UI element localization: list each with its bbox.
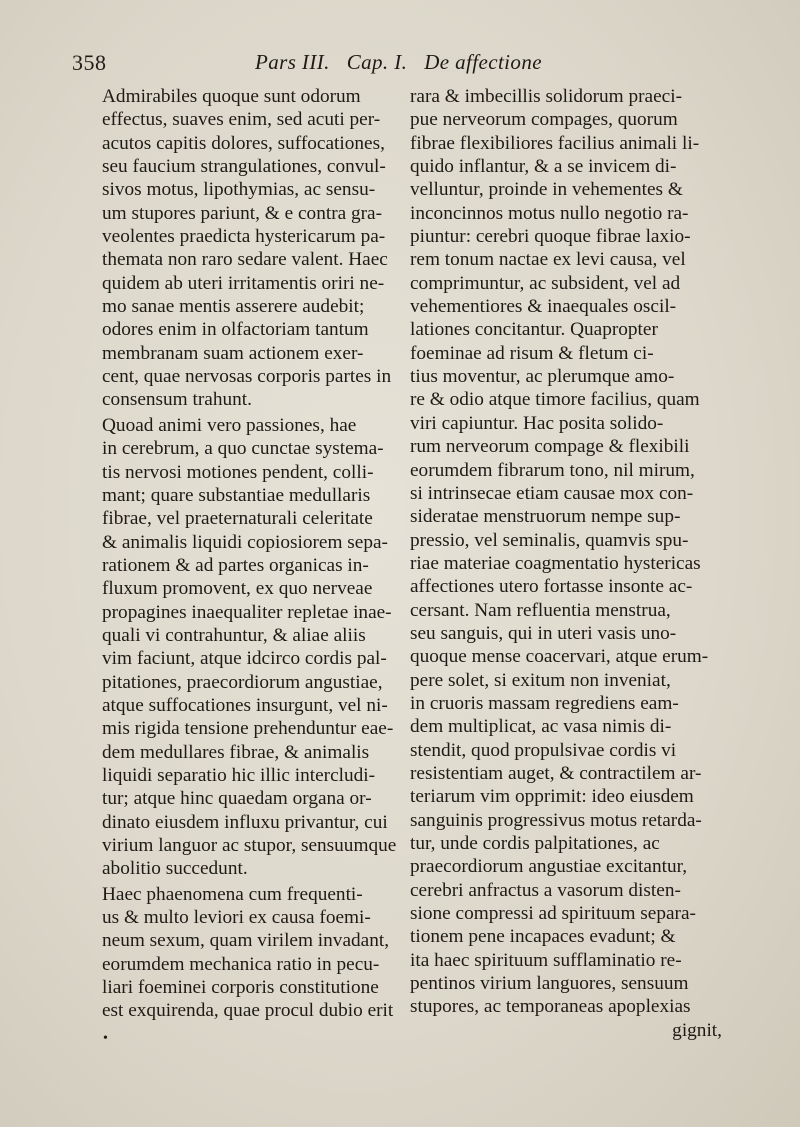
text-line: consensum trahunt. [102, 389, 252, 411]
text-line: fibrae, vel praeternaturali celeritate [102, 508, 373, 530]
text-line: pressio, vel seminalis, quamvis spu- [410, 529, 689, 551]
text-line: affectiones utero fortasse insonte ac- [410, 576, 693, 598]
text-line: odores enim in olfactoriam tantum [102, 319, 369, 341]
text-line: ita haec spirituum sufflaminatio re- [410, 949, 682, 971]
right-column [410, 85, 722, 1044]
text-line: dem multiplicat, ac vasa nimis di- [410, 716, 672, 738]
text-line: seu faucium strangulationes, convul- [102, 156, 386, 178]
text-line: eorumdem fibrarum tono, nil mirum, [410, 459, 695, 481]
text-line: fluxum promovent, ex quo nerveae [102, 578, 373, 600]
text-line: velluntur, proinde in vehementes & [410, 179, 683, 201]
text-line: stupores, ac temporaneas apoplexias [410, 996, 691, 1018]
text-line: fibrae flexibiliores facilius animali li- [410, 132, 700, 154]
left-column [80, 85, 397, 1025]
paragraph [80, 85, 392, 412]
text-line: mant; quare substantiae medullaris [102, 484, 371, 506]
text-line: tur, unde cordis palpitationes, ac [410, 833, 660, 854]
running-title: Pars III. Cap. I. De affectione [255, 50, 542, 74]
text-line: rationem & ad partes organicas in- [102, 554, 369, 576]
text-line: quido inflantur, & a se invicem di- [410, 156, 677, 178]
page-number: 358 [72, 50, 107, 75]
text-line: si intrinsecae etiam causae mox con- [410, 482, 694, 504]
text-line: acutos capitis dolores, suffocationes, [102, 132, 385, 154]
text-line: quoque mense coacervari, atque erum- [410, 646, 709, 668]
text-line: seu sanguis, qui in uteri vasis uno- [410, 622, 677, 644]
text-line: sivos motus, lipothymias, ac sensu- [102, 179, 376, 201]
text-line: dinato eiusdem influxu privantur, cui [102, 811, 388, 833]
text-line: Admirabiles quoque sunt odorum [102, 86, 361, 107]
text-line: mo sanae mentis asserere audebit; [102, 296, 365, 318]
text-line: teriarum vim opprimit: ideo eiusdem [410, 786, 694, 808]
text-line: dem medullares fibrae, & animalis [102, 741, 370, 763]
text-line: foeminae ad risum & fletum ci- [410, 342, 654, 364]
text-line: comprimuntur, ac subsident, vel ad [410, 272, 681, 294]
text-line: & animalis liquidi copiosiorem sepa- [102, 531, 388, 553]
text-line: vim faciunt, atque idcirco cordis pal- [102, 648, 387, 670]
text-line: pere solet, si exitum non inveniat, [410, 669, 671, 691]
text-line: eorumdem mechanica ratio in pecu- [102, 953, 380, 975]
text-line: rem tonum nactae ex levi causa, vel [410, 249, 686, 271]
text-line: um stupores pariunt, & e contra gra- [102, 202, 383, 224]
text-line: virium languor ac stupor, sensuumque [102, 835, 397, 856]
text-line: est exquirenda, quae procul dubio erit [102, 1000, 394, 1022]
text-line: lationes concitantur. Quapropter [410, 319, 658, 341]
paragraph [410, 85, 722, 1042]
text-line: rara & imbecillis solidorum praeci- [410, 86, 682, 107]
text-line: pentinos virium languores, sensuum [410, 973, 689, 995]
text-line: tis nervosi motiones pendent, colli- [102, 461, 374, 483]
text-line: tionem pene incapaces evadunt; & [410, 926, 676, 948]
text-line: in cruoris massam regrediens eam- [410, 692, 679, 714]
page-header [72, 44, 732, 76]
text-line: Quoad animi vero passiones, hae [102, 414, 357, 436]
text-line: pitationes, praecordiorum angustiae, [102, 671, 383, 693]
text-line: neum sexum, quam virilem invadant, [102, 930, 390, 952]
text-line: Haec phaenomena cum frequenti- [102, 883, 363, 905]
text-line: quidem ab uteri irritamentis oriri ne- [102, 272, 385, 294]
text-line: tur; atque hinc quaedam organa or- [102, 788, 372, 810]
text-line: cersant. Nam refluentia menstrua, [410, 599, 671, 621]
text-line: mis rigida tensione prehenduntur eae- [102, 718, 394, 740]
text-line: cerebri anfractus a vasorum disten- [410, 879, 681, 901]
ink-dot: • [103, 1031, 108, 1046]
text-line: atque suffocationes insurgunt, vel ni- [102, 694, 388, 716]
text-line: tius moventur, ac plerumque amo- [410, 366, 675, 388]
text-line: pue nerveorum compages, quorum [410, 109, 678, 131]
paragraph [80, 883, 392, 1023]
paragraph [80, 414, 397, 881]
text-line: piuntur: cerebri quoque fibrae laxio- [410, 226, 691, 248]
text-line: re & odio atque timore facilius, quam [410, 389, 700, 411]
text-line: viri capiuntur. Hac posita solido- [410, 412, 664, 434]
text-line: in cerebrum, a quo cunctae systema- [102, 438, 384, 460]
text-line: cent, quae nervosas corporis partes in [102, 366, 392, 388]
text-line: abolitio succedunt. [102, 858, 248, 880]
text-line: membranam suam actionem exer- [102, 342, 364, 364]
text-line: liquidi separatio hic illic intercludi- [102, 764, 376, 786]
text-line: us & multo leviori ex causa foemi- [102, 907, 371, 929]
text-line: sione compressi ad spirituum separa- [410, 903, 696, 925]
text-line: vehementiores & inaequales oscil- [410, 296, 677, 318]
text-line: sideratae menstruorum nempe sup- [410, 506, 681, 528]
text-line: themata non raro sedare valent. Haec [102, 249, 388, 271]
text-line: riae materiae coagmentatio hystericas [410, 552, 701, 574]
text-line: liari foeminei corporis constitutione [102, 977, 379, 999]
text-line: quali vi contrahuntur, & aliae aliis [102, 624, 366, 646]
text-line: effectus, suaves enim, sed acuti per- [102, 109, 381, 131]
text-line: inconcinnos motus nullo negotio ra- [410, 202, 689, 224]
text-line: rum nerveorum compage & flexibili [410, 436, 690, 458]
text-line: gignit, [672, 1019, 722, 1041]
text-line: sanguinis progressivus motus retarda- [410, 809, 702, 831]
text-line: resistentiam auget, & contractilem ar- [410, 762, 702, 784]
text-line: stendit, quod propulsivae cordis vi [410, 739, 677, 761]
text-line: propagines inaequaliter repletae inae- [102, 601, 392, 623]
text-line: veolentes praedicta hystericarum pa- [102, 226, 386, 248]
text-line: praecordiorum angustiae excitantur, [410, 856, 688, 878]
